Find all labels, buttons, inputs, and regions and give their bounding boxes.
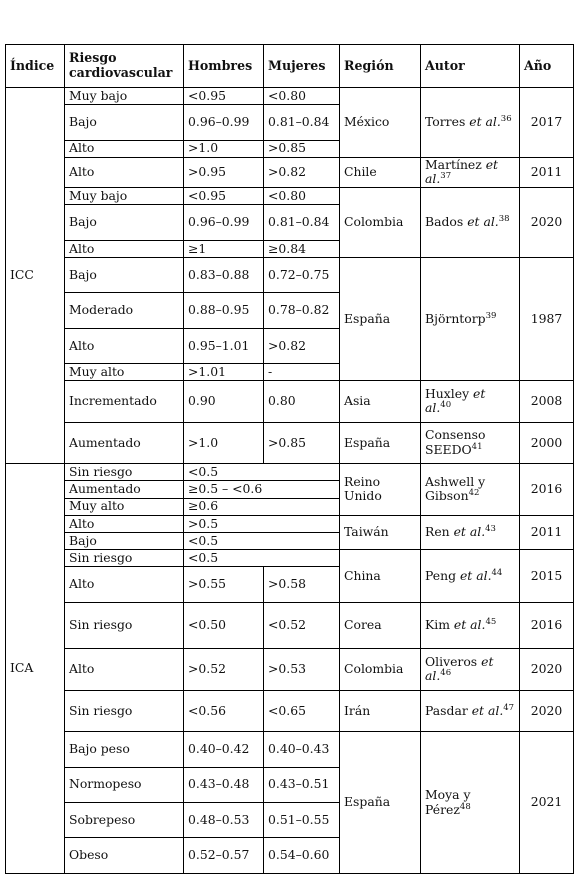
risk-cell: Bajo: [65, 257, 184, 292]
author-cell: [421, 257, 520, 380]
year-cell: 2011: [520, 157, 574, 187]
women-cell: 0.72–0.75: [264, 257, 340, 292]
table-row: [6, 732, 574, 767]
risk-cell: Alto: [65, 567, 184, 602]
author-cell: [421, 515, 520, 549]
column-header: Riesgo cardiovascular: [65, 45, 184, 88]
author-etal: et al.: [449, 617, 486, 633]
men-cell: <0.95: [184, 88, 264, 105]
women-cell: 0.43–0.51: [264, 767, 340, 802]
author-name: Moya y Pérez: [425, 787, 471, 817]
risk-cell: Aumentado: [65, 422, 184, 463]
year-cell: 2020: [520, 690, 574, 731]
reference-number: 39: [485, 310, 497, 321]
table-row: [6, 157, 574, 187]
region-cell: Reino Unido: [340, 464, 421, 516]
table-row: [6, 257, 574, 292]
risk-cell: Obeso: [65, 838, 184, 874]
column-header: Autor: [421, 45, 520, 88]
region-cell: Corea: [340, 602, 421, 649]
author-name: Martínez: [425, 157, 482, 172]
author-name: Huxley: [425, 385, 470, 401]
year-cell: 2020: [520, 188, 574, 258]
risk-cell: Muy alto: [65, 498, 184, 515]
risk-cell: Incrementado: [65, 381, 184, 422]
year-cell: 2015: [520, 550, 574, 603]
author-etal: et al.: [467, 702, 504, 718]
men-cell: >1.0: [184, 140, 264, 157]
table-row: [6, 381, 574, 422]
risk-cell: Alto: [65, 328, 184, 363]
men-cell: 0.43–0.48: [184, 767, 264, 802]
region-cell: Chile: [340, 157, 421, 187]
risk-cell: Alto: [65, 649, 184, 690]
risk-cell: Alto: [65, 157, 184, 187]
year-cell: 1987: [520, 257, 574, 380]
year-cell: 2020: [520, 649, 574, 690]
risk-cell: Muy bajo: [65, 188, 184, 205]
risk-cell: Sin riesgo: [65, 690, 184, 731]
region-cell: Irán: [340, 690, 421, 731]
year-cell: 2011: [520, 515, 574, 549]
men-cell: 0.40–0.42: [184, 732, 264, 767]
value-cell-both: ≥0.5 – <0.6: [184, 481, 340, 498]
women-cell: 0.81–0.84: [264, 205, 340, 240]
author-etal: et al.: [425, 157, 499, 187]
author-etal: et al.: [465, 114, 501, 130]
risk-cell: Bajo: [65, 105, 184, 140]
risk-cell: Alto: [65, 140, 184, 157]
year-cell: 2021: [520, 732, 574, 874]
region-cell: España: [340, 257, 421, 380]
men-cell: ≥1: [184, 240, 264, 257]
author-name: Torres: [425, 114, 466, 130]
reference-number: 48: [459, 801, 471, 812]
author-cell: [421, 422, 520, 463]
region-cell: España: [340, 422, 421, 463]
risk-cell: Bajo peso: [65, 732, 184, 767]
men-cell: <0.56: [184, 690, 264, 731]
author-name: Bados: [425, 214, 464, 230]
index-cell: ICA: [6, 464, 65, 874]
column-header: Índice: [6, 45, 65, 88]
reference-number: 43: [485, 524, 496, 535]
value-cell-both: <0.5: [184, 532, 340, 549]
women-cell: >0.85: [264, 140, 340, 157]
women-cell: -: [264, 364, 340, 381]
men-cell: 0.90: [184, 381, 264, 422]
header-row: [6, 45, 574, 88]
women-cell: >0.53: [264, 649, 340, 690]
risk-cell: Sin riesgo: [65, 602, 184, 649]
author-name: Pasdar: [425, 702, 468, 718]
region-cell: China: [340, 550, 421, 603]
author-name: Björntorp: [425, 310, 486, 326]
men-cell: >0.52: [184, 649, 264, 690]
women-cell: <0.80: [264, 88, 340, 105]
region-cell: Asia: [340, 381, 421, 422]
table-row: [6, 690, 574, 731]
women-cell: 0.51–0.55: [264, 802, 340, 837]
men-cell: <0.95: [184, 188, 264, 205]
risk-cell: Aumentado: [65, 481, 184, 498]
women-cell: >0.58: [264, 567, 340, 602]
author-cell: [421, 157, 520, 187]
author-name: Kim: [425, 617, 450, 633]
author-etal: et al.: [456, 567, 492, 583]
men-cell: 0.96–0.99: [184, 205, 264, 240]
men-cell: 0.95–1.01: [184, 328, 264, 363]
women-cell: >0.82: [264, 328, 340, 363]
reference-number: 42: [468, 488, 480, 499]
reference-number: 41: [471, 441, 483, 452]
women-cell: ≥0.84: [264, 240, 340, 257]
author-name: Peng: [425, 567, 457, 583]
region-cell: Colombia: [340, 649, 421, 690]
reference-number: 47: [503, 702, 515, 713]
author-cell: [421, 649, 520, 690]
risk-cell: Bajo: [65, 532, 184, 549]
column-header: Año: [520, 45, 574, 88]
value-cell-both: <0.5: [184, 464, 340, 481]
table-row: [6, 88, 574, 105]
author-etal: et al.: [425, 653, 494, 684]
author-cell: [421, 602, 520, 649]
author-cell: [421, 381, 520, 422]
men-cell: 0.52–0.57: [184, 838, 264, 874]
reference-number: 44: [491, 567, 503, 578]
table-row: [6, 464, 574, 481]
reference-number: 40: [440, 400, 452, 411]
men-cell: 0.96–0.99: [184, 105, 264, 140]
men-cell: >1.0: [184, 422, 264, 463]
author-cell: [421, 188, 520, 258]
value-cell-both: <0.5: [184, 550, 340, 567]
women-cell: 0.78–0.82: [264, 293, 340, 328]
risk-cell: Sin riesgo: [65, 550, 184, 567]
risk-cell: Sin riesgo: [65, 464, 184, 481]
region-cell: Colombia: [340, 188, 421, 258]
risk-cell: Moderado: [65, 293, 184, 328]
table-row: [6, 649, 574, 690]
risk-cell: Normopeso: [65, 767, 184, 802]
men-cell: >0.95: [184, 157, 264, 187]
author-cell: [421, 550, 520, 603]
risk-cell: Bajo: [65, 205, 184, 240]
author-cell: [421, 88, 520, 158]
column-header: Región: [340, 45, 421, 88]
women-cell: 0.80: [264, 381, 340, 422]
table-row: [6, 188, 574, 205]
women-cell: 0.81–0.84: [264, 105, 340, 140]
table-row: [6, 515, 574, 532]
women-cell: >0.85: [264, 422, 340, 463]
women-cell: 0.54–0.60: [264, 838, 340, 874]
women-cell: >0.82: [264, 157, 340, 187]
table-row: [6, 422, 574, 463]
table-body: [6, 88, 574, 874]
author-cell: [421, 690, 520, 731]
year-cell: 2000: [520, 422, 574, 463]
women-cell: <0.80: [264, 188, 340, 205]
men-cell: <0.50: [184, 602, 264, 649]
index-cell: ICC: [6, 88, 65, 464]
author-name: Ren: [425, 524, 450, 540]
men-cell: 0.48–0.53: [184, 802, 264, 837]
author-name: Oliveros: [425, 653, 478, 669]
men-cell: 0.83–0.88: [184, 257, 264, 292]
risk-cell: Sobrepeso: [65, 802, 184, 837]
men-cell: >0.55: [184, 567, 264, 602]
value-cell-both: >0.5: [184, 515, 340, 532]
author-etal: et al.: [449, 524, 486, 540]
author-name: Consenso SEEDO: [425, 427, 486, 457]
table-row: [6, 602, 574, 649]
value-cell-both: ≥0.6: [184, 498, 340, 515]
author-etal: et al.: [425, 385, 486, 416]
reference-number: 38: [498, 214, 510, 225]
women-cell: <0.52: [264, 602, 340, 649]
region-cell: Taiwán: [340, 515, 421, 549]
year-cell: 2016: [520, 602, 574, 649]
author-cell: [421, 732, 520, 874]
column-header: Mujeres: [264, 45, 340, 88]
column-header: Hombres: [184, 45, 264, 88]
author-name: Ashwell y Gibson: [425, 473, 486, 504]
author-cell: [421, 464, 520, 516]
criteria-table: [5, 44, 574, 874]
region-cell: México: [340, 88, 421, 158]
risk-cell: Alto: [65, 240, 184, 257]
table-row: [6, 550, 574, 567]
region-cell: España: [340, 732, 421, 874]
risk-cell: Muy alto: [65, 364, 184, 381]
men-cell: >1.01: [184, 364, 264, 381]
reference-number: 36: [500, 114, 512, 124]
year-cell: 2017: [520, 88, 574, 158]
risk-cell: Muy bajo: [65, 88, 184, 105]
men-cell: 0.88–0.95: [184, 293, 264, 328]
reference-number: 37: [440, 171, 452, 182]
women-cell: 0.40–0.43: [264, 732, 340, 767]
reference-number: 46: [440, 668, 452, 679]
risk-cell: Alto: [65, 515, 184, 532]
women-cell: <0.65: [264, 690, 340, 731]
year-cell: 2016: [520, 464, 574, 516]
year-cell: 2008: [520, 381, 574, 422]
reference-number: 45: [485, 617, 497, 628]
author-etal: et al.: [463, 214, 499, 230]
